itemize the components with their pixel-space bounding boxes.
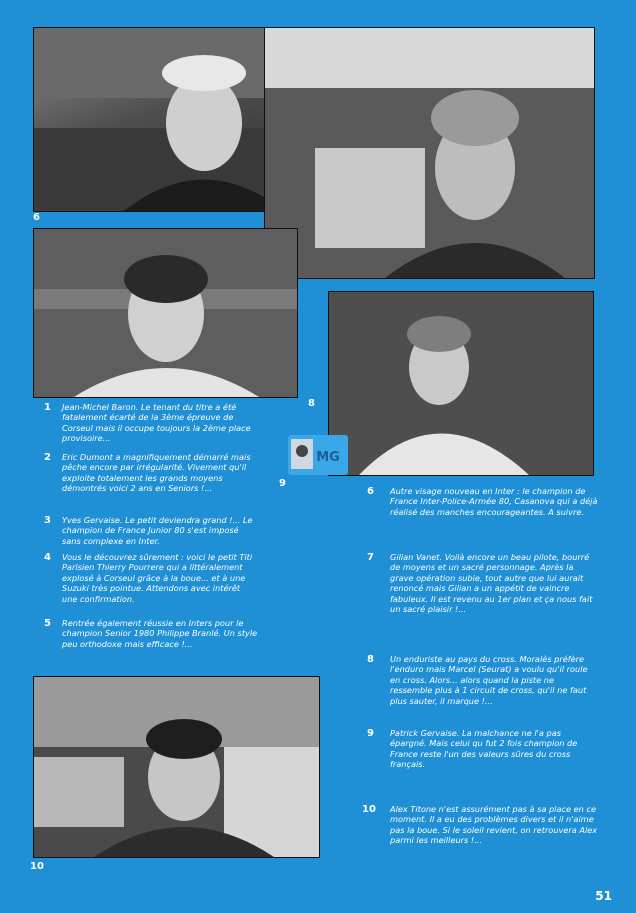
caption-number-7: 7 [367,552,374,563]
photo-8 [328,291,594,476]
portrait-2-image [34,229,297,397]
portrait-10-image [34,677,319,857]
caption-number-5: 5 [44,618,51,629]
caption-9: Patrick Gervaise. La malchance ne l'a pas épargné. Mais celui qu fut 2 fois champion de France reste l'un des valeurs sûres du cross français. [390,728,578,770]
caption-10: Alex Titone n'est assurément pas à sa place en ce moment. Il a eu des problèmes divers et il n'aime pas la boue. Si le soleil revient, on retrouvera Alex parmi les meilleurs !... [390,804,598,846]
logo-image [288,435,348,475]
photo-number-6: 6 [33,212,40,223]
portrait-8-image [329,292,593,475]
caption-8: Un enduriste au pays du cross. Moralès préfère l'enduro mais Marcel (Seurat) a voulu qu'il roule en cross. Alors... alors quand la piste ne ressemble plus à 1 circuit de cross, qu'il ne faut plus sauter, il marque !... [390,654,588,706]
page-number: 51 [595,889,612,903]
photo-number-8: 8 [308,398,315,409]
photo-7 [264,27,595,279]
caption-7: Gilian Vanet. Voilà encore un beau pilote, bourré de moyens et un sacré personnage. Après la grave opération subie, tout autre que lui aurait renoncé mais Gilian a un appétit de vaincre fabuleux. Il est revenu au 1er plan et ça nous fait un sacré plaisir !... [390,552,593,615]
caption-6: Autre visage nouveau en Inter : le champion de France Inter-Police-Armée 80, Casanova qui a déjà réalisé des manches encourageantes. A suivre. [390,486,598,517]
caption-number-3: 3 [44,515,51,526]
portrait-6-image [34,28,297,211]
caption-number-4: 4 [44,552,51,563]
caption-number-10: 10 [362,804,376,815]
caption-number-8: 8 [367,654,374,665]
caption-number-2: 2 [44,452,51,463]
photo-8-left [33,228,298,398]
magazine-logo [288,435,348,475]
caption-1: Jean-Michel Baron. Le tenant du titre a été fatalement écarté de la 3ème épreuve de Corseul mais il occupe toujours la 2ème place provisoire... [62,402,251,444]
caption-number-9: 9 [367,728,374,739]
logo-text: MG [316,450,340,465]
caption-2: Eric Dumont a magnifiquement démarré mais pêche encore par irrégularité. Vivement qu'il exploite totalement les grands moyens démontrés voici 2 ans en Seniors !... [62,452,251,494]
caption-3: Yves Gervaise. Le petit deviendra grand !... Le champion de France Junior 80 s'est imposé sans complexe en Inter. [62,515,253,546]
caption-4: Vous le découvrez sûrement : voici le petit Titi Parisien Thierry Pourrere qui a littéralement explosé à Corseul grâce à la boue... et à une Suzuki très pointue. Attendons avec intérêt une confirmation. [62,552,253,604]
caption-5: Rentrée également réussie en Inters pour le champion Senior 1980 Philippe Branlé. Un style peu orthodoxe mais efficace !... [62,618,258,649]
portrait-7-image [265,28,594,278]
caption-number-1: 1 [44,402,51,413]
photo-number-10: 10 [30,861,44,872]
photo-number-9: 9 [279,478,286,489]
caption-number-6: 6 [367,486,374,497]
photo-10 [33,676,320,858]
photo-6 [33,27,298,212]
